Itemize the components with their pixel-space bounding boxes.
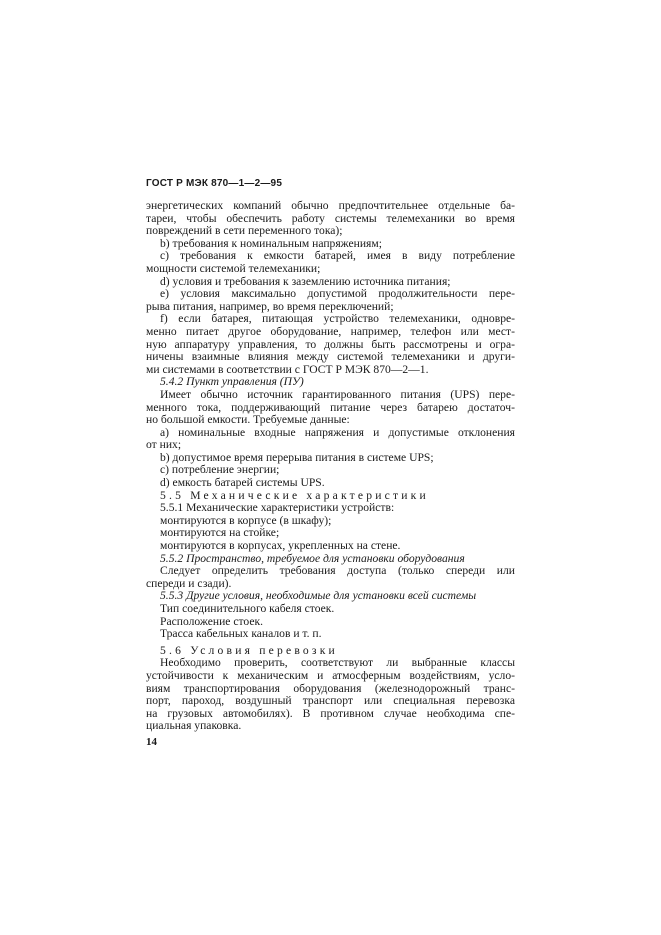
section-heading: 5.5.3 Другие условия, необходимые для установки всей системы: [160, 589, 477, 603]
text-line: менного тока, поддерживающий питание через батарею достаточ-: [146, 401, 515, 414]
text-line: менно питает другое оборудование, например, телефон или мест-: [146, 325, 515, 338]
document-header: ГОСТ Р МЭК 870—1—2—95: [146, 178, 283, 189]
text-line: монтируются в корпусах, укрепленных на стене.: [160, 539, 401, 553]
text-line: 5.5.1 Механические характеристики устройств:: [160, 501, 395, 515]
text-line: d) емкость батарей системы UPS.: [160, 476, 325, 490]
text-line: устойчивости к механическим и атмосферным воздействиям, усло-: [146, 669, 515, 682]
text-line: Следует определить требования доступа (только спереди или: [160, 565, 515, 578]
text-line: рыва питания, например, во время переключений;: [146, 299, 394, 313]
text-line: мощности системой телемеханики;: [146, 261, 321, 275]
section-heading: 5.5.2 Пространство, требуемое для установки оборудования: [160, 551, 465, 565]
text-line: Тип соединительного кабеля стоек.: [160, 602, 335, 615]
document-body: [146, 200, 515, 733]
text-line: Необходимо проверить, соответствуют ли выбранные классы: [160, 657, 515, 670]
text-line: циальная упаковка.: [146, 719, 242, 733]
section-heading: 5.6 Условия перевозки: [160, 643, 338, 657]
text-line: Имеет обычно источник гарантированного питания (UPS) пере-: [160, 388, 515, 401]
text-line: монтируются на стойке;: [160, 526, 280, 540]
text-line: ную аппаратуру управления, то должны быть рассмотрены и огра-: [146, 338, 515, 351]
text-line: энергетических компаний обычно предпочтительнее отдельные ба-: [146, 200, 515, 212]
text-line: ничены взаимные влияния между системой телемеханики и други-: [146, 351, 515, 364]
text-line: e) условия максимально допустимой продолжительности пере-: [160, 288, 515, 301]
text-line: b) требования к номинальным напряжениям;: [160, 236, 382, 250]
text-line: повреждений в сети переменного тока);: [146, 224, 343, 238]
text-line: b) допустимое время перерыва питания в системе UPS;: [160, 450, 434, 464]
text-line: тареи, чтобы обеспечить работу системы телемеханики во время: [146, 212, 515, 225]
text-line: монтируются в корпусе (в шкафу);: [160, 513, 332, 527]
text-line: от них;: [146, 438, 182, 452]
text-line: d) условия и требования к заземлению источника питания;: [160, 274, 451, 288]
text-line: ми системами в соответствии с ГОСТ Р МЭК 870—2—1.: [146, 362, 429, 376]
page-number: 14: [146, 736, 157, 748]
section-heading: 5.4.2 Пункт управления (ПУ): [160, 375, 304, 389]
section-heading: 5.5 Механические характеристики: [160, 488, 429, 502]
text-line: порт, пароход, воздушный транспорт или специальная перевозка: [146, 695, 515, 708]
text-line: a) номинальные входные напряжения и допустимые отклонения: [160, 426, 515, 439]
text-line: Трасса кабельных каналов и т. п.: [160, 627, 322, 641]
text-line: виям транспортирования оборудования (железнодорожный транс-: [146, 682, 515, 695]
text-line: спереди и сзади).: [146, 576, 232, 590]
text-line: c) требования к емкости батарей, имея в виду потребление: [160, 250, 515, 263]
text-line: c) потребление энергии;: [160, 463, 280, 477]
text-line: но большой емкости. Требуемые данные:: [146, 413, 350, 427]
text-line: на грузовых автомобилях). В противном случае необходима спе-: [146, 707, 515, 720]
text-line: f) если батарея, питающая устройство телемеханики, одновре-: [160, 313, 515, 326]
text-line: Расположение стоек.: [160, 614, 264, 628]
